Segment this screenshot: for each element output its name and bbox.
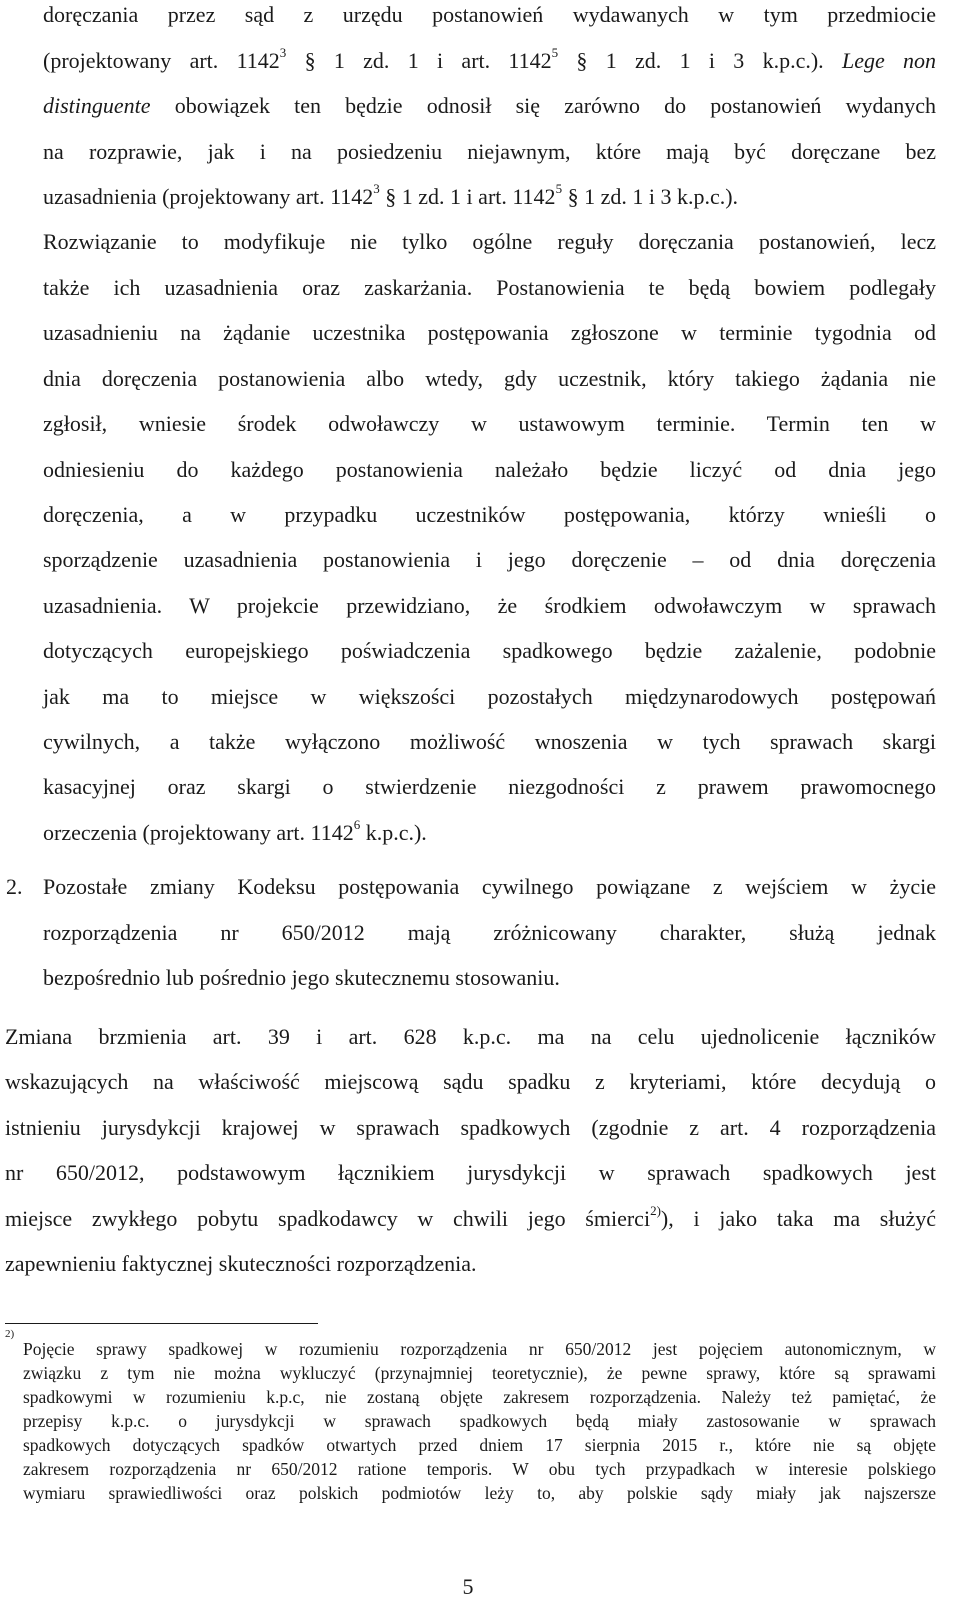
- footnote-separator: [5, 1323, 318, 1324]
- text-line: dnia doręczenia postanowienia albo wtedy, gdy uczestnik, który takiego żądania nie: [43, 366, 936, 391]
- text-line: Rozwiązanie to modyfikuje nie tylko ogólne reguły doręczania postanowień, lecz: [43, 229, 936, 254]
- text-line: odniesieniu do każdego postanowienia należało będzie liczyć od dnia jego: [43, 457, 936, 482]
- text-line: na rozprawie, jak i na posiedzeniu niejawnym, które mają być doręczane bez: [43, 139, 936, 164]
- text-line: distinguente obowiązek ten będzie odnosił się zarówno do postanowień wydanych: [43, 93, 936, 118]
- footnote-line: spadkowych dotyczących spadków otwartych przed dniem 17 sierpnia 2015 r., które nie są objęte: [23, 1435, 936, 1455]
- text-line: doręczania przez sąd z urzędu postanowień wydawanych w tym przedmiocie: [43, 2, 936, 27]
- text-line: istnieniu jurysdykcji krajowej w sprawach spadkowych (zgodnie z art. 4 rozporządzenia: [5, 1115, 936, 1140]
- text-line: jak ma to miejsce w większości pozostałych międzynarodowych postępowań: [43, 684, 936, 709]
- text-line: uzasadnieniu na żądanie uczestnika postępowania zgłoszone w terminie tygodnia od: [43, 320, 936, 345]
- text-line: także ich uzasadnienia oraz zaskarżania. Postanowienia te będą bowiem podlegały: [43, 275, 936, 300]
- text-line: cywilnych, a także wyłączono możliwość wnoszenia w tych sprawach skargi: [43, 729, 936, 754]
- text-line: uzasadnienia. W projekcie przewidziano, że środkiem odwoławczym w sprawach: [43, 593, 936, 618]
- footnote-line: związku z tym nie można wykluczyć (przynajmniej teoretycznie), że pewne sprawy, które są sprawami: [23, 1363, 936, 1383]
- text-line: miejsce zwykłego pobytu spadkodawcy w chwili jego śmierci$^{2)}$), i jako taka ma służyć: [5, 1202, 936, 1231]
- footnote-line: wymiaru sprawiedliwości oraz polskich podmiotów leży to, aby polskie sądy miały jak najszersze: [23, 1483, 936, 1503]
- text-line: dotyczących europejskiego poświadczenia spadkowego będzie zażalenie, podobnie: [43, 638, 936, 663]
- text-line: zapewnieniu faktycznej skuteczności rozporządzenia.: [5, 1251, 477, 1276]
- text-line: Zmiana brzmienia art. 39 i art. 628 k.p.c. ma na celu ujednolicenie łączników: [5, 1024, 936, 1049]
- footnote-marker: 2): [5, 1328, 15, 1341]
- footnote-line: spadkowymi w rozumieniu k.p.c, nie zostaną objęte zakresem rozporządzenia. Należy też pamiętać, że: [23, 1387, 936, 1407]
- page-number: 5: [462, 1574, 474, 1599]
- text-line: sporządzenie uzasadnienia postanowienia i jego doręczenie – od dnia doręczenia: [43, 547, 936, 572]
- text-line: wskazujących na właściwość miejscową sądu spadku z kryteriami, które decydują o: [5, 1069, 936, 1094]
- footnote-line: zakresem rozporządzenia nr 650/2012 ratione temporis. W obu tych przypadkach w interesie polskiego: [23, 1459, 936, 1479]
- text-line: bezpośrednio lub pośrednio jego skutecznemu stosowaniu.: [43, 965, 560, 990]
- text-line: kasacyjnej oraz skargi o stwierdzenie niezgodności z prawem prawomocnego: [43, 774, 936, 799]
- footnote-line: Pojęcie sprawy spadkowej w rozumieniu rozporządzenia nr 650/2012 jest pojęciem autonomicznym, w: [23, 1339, 936, 1359]
- list-number: 2.: [6, 874, 23, 899]
- text-line: rozporządzenia nr 650/2012 mają zróżnicowany charakter, służą jednak: [43, 920, 936, 945]
- text-line: Pozostałe zmiany Kodeksu postępowania cywilnego powiązane z wejściem w życie: [43, 874, 936, 899]
- text-line: nr 650/2012, podstawowym łącznikiem jurysdykcji w sprawach spadkowych jest: [5, 1160, 936, 1185]
- text-line: uzasadnienia (projektowany art. 1142$^3$ § 1 zd. 1 i art. 1142$^5$ § 1 zd. 1 i 3 k.p.c.).: [43, 180, 739, 209]
- footnote-line: przepisy k.p.c. o jurysdykcji w sprawach spadkowych będą miały zastosowanie w sprawach: [23, 1411, 936, 1431]
- footnote-reference[interactable]: 2): [650, 1202, 661, 1218]
- text-line: orzeczenia (projektowany art. 1142$^6$ k.p.c.).: [43, 816, 427, 845]
- text-line: (projektowany art. 1142$^3$ § 1 zd. 1 i art. 1142$^5$ § 1 zd. 1 i 3 k.p.c.). Lege non: [43, 44, 937, 73]
- text-line: zgłosił, wniesie środek odwoławczy w ustawowym terminie. Termin ten w: [43, 411, 936, 436]
- text-line: doręczenia, a w przypadku uczestników postępowania, którzy wnieśli o: [43, 502, 936, 527]
